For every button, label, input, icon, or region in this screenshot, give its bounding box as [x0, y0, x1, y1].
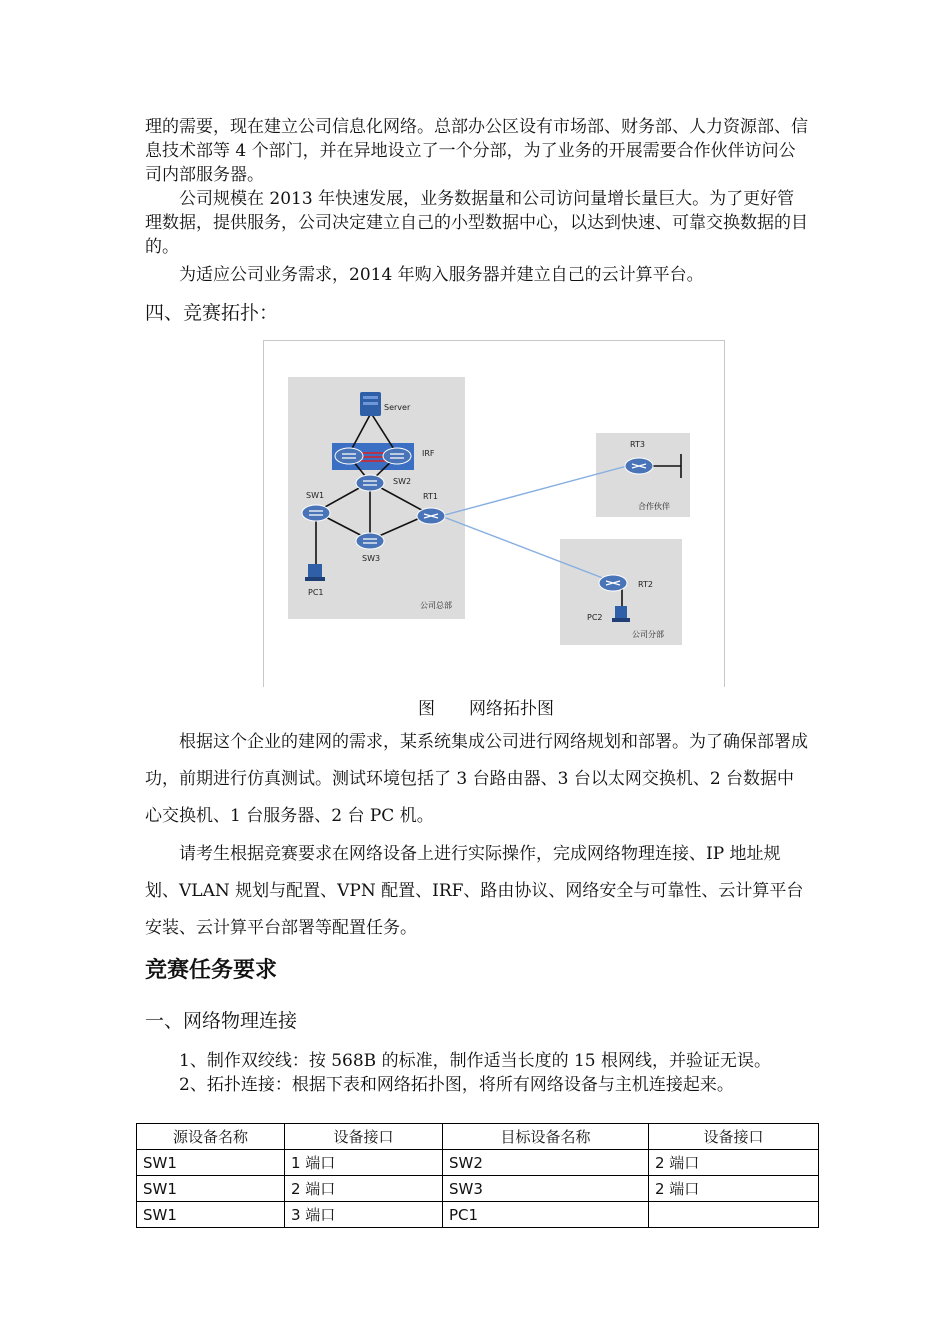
table-row [137, 1150, 819, 1176]
topology-figure [263, 340, 725, 687]
table-row [137, 1176, 819, 1202]
irf-label: IRF [422, 449, 435, 458]
irf-switch-2-icon [383, 448, 411, 464]
caption-figure-label: 图 [418, 699, 435, 719]
rt3-label: RT3 [630, 440, 645, 449]
task-item-2: 2、拓扑连接：根据下表和网络拓扑图，将所有网络设备与主机连接起来。 [179, 1075, 734, 1095]
table-cell: SW1 [137, 1202, 285, 1228]
table-cell [649, 1202, 819, 1228]
task-requirements-title: 竞赛任务要求 [145, 958, 278, 983]
pc1-label: PC1 [308, 588, 324, 597]
partner-label: 合作伙伴 [638, 502, 670, 511]
body-paragraph-1: 根据这个企业的建网的需求，某系统集成公司进行网络规划和部署。为了确保部署成功，前期进行仿真测试。测试环境包括了 3 台路由器、3 台以太网交换机、2 台数据中心交换机、1 台服务器、2 台 PC 机。 [145, 732, 808, 826]
body-paragraph-2: 请考生根据竞赛要求在网络设备上进行实际操作，完成网络物理连接、IP 地址规划、VLAN 规划与配置、VPN 配置、IRF、路由协议、网络安全与可靠性、云计算平台安装、云计算平台部署等配置任务。 [145, 844, 804, 938]
connection-table [136, 1123, 819, 1228]
irf-switch-1-icon [335, 448, 363, 464]
pc1-icon [305, 564, 325, 581]
branch-label: 公司分部 [632, 630, 664, 639]
intro-paragraph-3: 为适应公司业务需求，2014 年购入服务器并建立自己的云计算平台。 [179, 265, 704, 285]
table-cell: SW3 [443, 1176, 649, 1202]
sw1-label: SW1 [306, 491, 325, 500]
hq-label: 公司总部 [420, 601, 452, 610]
rt2-label: RT2 [638, 580, 653, 589]
figure-caption [418, 694, 554, 719]
table-cell: 2 端口 [285, 1176, 443, 1202]
table-cell: 2 端口 [649, 1176, 819, 1202]
table-cell: SW1 [137, 1176, 285, 1202]
rt1-icon [417, 508, 445, 524]
intro-paragraph-1: 理的需要，现在建立公司信息化网络。总部办公区设有市场部、财务部、人力资源部、信息技术部等 4 个部门，并在异地设立了一个分部，为了业务的开展需要合作伙伴访问公司内部服务器。 [145, 117, 808, 185]
sw3-icon [356, 533, 384, 549]
rt1-label: RT1 [423, 492, 438, 501]
table-cell: SW1 [137, 1150, 285, 1176]
section-topology-title: 四、竞赛拓扑： [145, 302, 279, 324]
pc2-label: PC2 [587, 613, 603, 622]
server-label: Server [384, 403, 411, 412]
sw2-label: SW2 [393, 477, 412, 486]
section-physical-connection-title: 一、网络物理连接 [145, 1010, 298, 1032]
header-target-port: 设备接口 [649, 1124, 819, 1150]
header-source-port: 设备接口 [285, 1124, 443, 1150]
rt3-icon [625, 458, 653, 474]
server-icon [360, 392, 381, 416]
intro-paragraph-2: 公司规模在 2013 年快速发展，业务数据量和公司访问量增长量巨大。为了更好管理数据，提供服务，公司决定建立自己的小型数据中心，以达到快速、可靠交换数据的目的。 [145, 189, 808, 257]
table-cell: PC1 [443, 1202, 649, 1228]
sw1-icon [302, 505, 330, 521]
sw2-icon [356, 475, 384, 491]
table-header-row [137, 1124, 819, 1150]
rt2-icon [599, 575, 627, 591]
table-row [137, 1202, 819, 1228]
table-cell: SW2 [443, 1150, 649, 1176]
sw3-label: SW3 [362, 554, 381, 563]
table-cell: 1 端口 [285, 1150, 443, 1176]
table-cell: 3 端口 [285, 1202, 443, 1228]
table-cell: 2 端口 [649, 1150, 819, 1176]
caption-title: 网络拓扑图 [469, 699, 554, 719]
task-item-1: 1、制作双绞线：按 568B 的标准，制作适当长度的 15 根网线，并验证无误。 [179, 1051, 772, 1071]
topology-diagram [263, 340, 725, 687]
header-target-device: 目标设备名称 [443, 1124, 649, 1150]
header-source-device: 源设备名称 [137, 1124, 285, 1150]
